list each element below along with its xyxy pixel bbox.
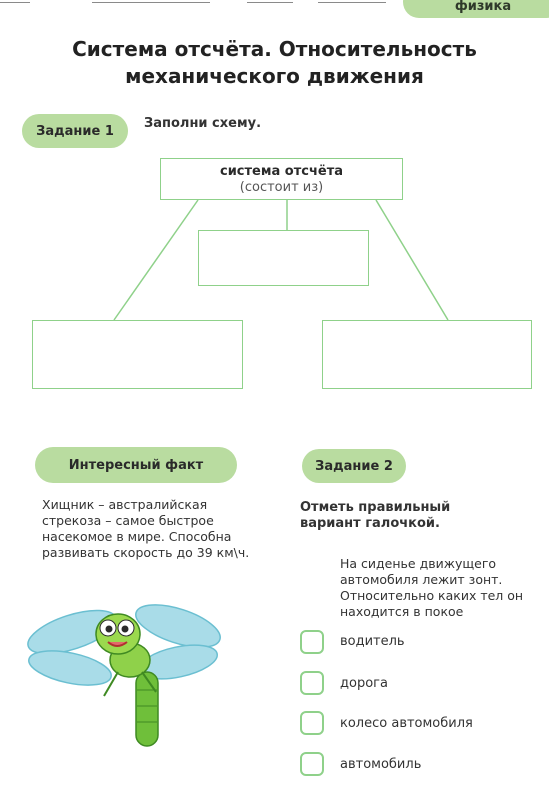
fact-label: Интересный факт: [35, 447, 237, 483]
option-road: дорога: [340, 676, 388, 691]
scheme-root-subtitle: (состоит из): [239, 180, 324, 195]
task2-question: На сиденье движущего автомобиля лежит зонт. Относительно каких тел он находится в покое: [340, 556, 524, 619]
task1-instruction: Заполни схему.: [144, 116, 262, 131]
checkbox-road[interactable]: [300, 671, 324, 695]
task2-instruction: Отметь правильный вариант галочкой.: [300, 500, 451, 531]
task1-label: Задание 1: [22, 114, 128, 148]
checkbox-car-wheel[interactable]: [300, 711, 324, 735]
subject-tab: физика: [403, 0, 549, 18]
checkbox-driver[interactable]: [300, 630, 324, 654]
option-car: автомобиль: [340, 757, 422, 772]
option-car-wheel: колесо автомобиля: [340, 716, 473, 731]
option-driver: водитель: [340, 634, 405, 649]
scheme-root-title: система отсчёта: [219, 164, 344, 179]
page-title: Система отсчёта. Относительность механического движения: [72, 37, 477, 88]
fact-text: Хищник – австралийская стрекоза – самое быстрое насекомое в мире. Способна развивать скорость до 39 км\ч.: [42, 497, 250, 560]
task2-label: Задание 2: [302, 449, 406, 483]
checkbox-car[interactable]: [300, 752, 324, 776]
